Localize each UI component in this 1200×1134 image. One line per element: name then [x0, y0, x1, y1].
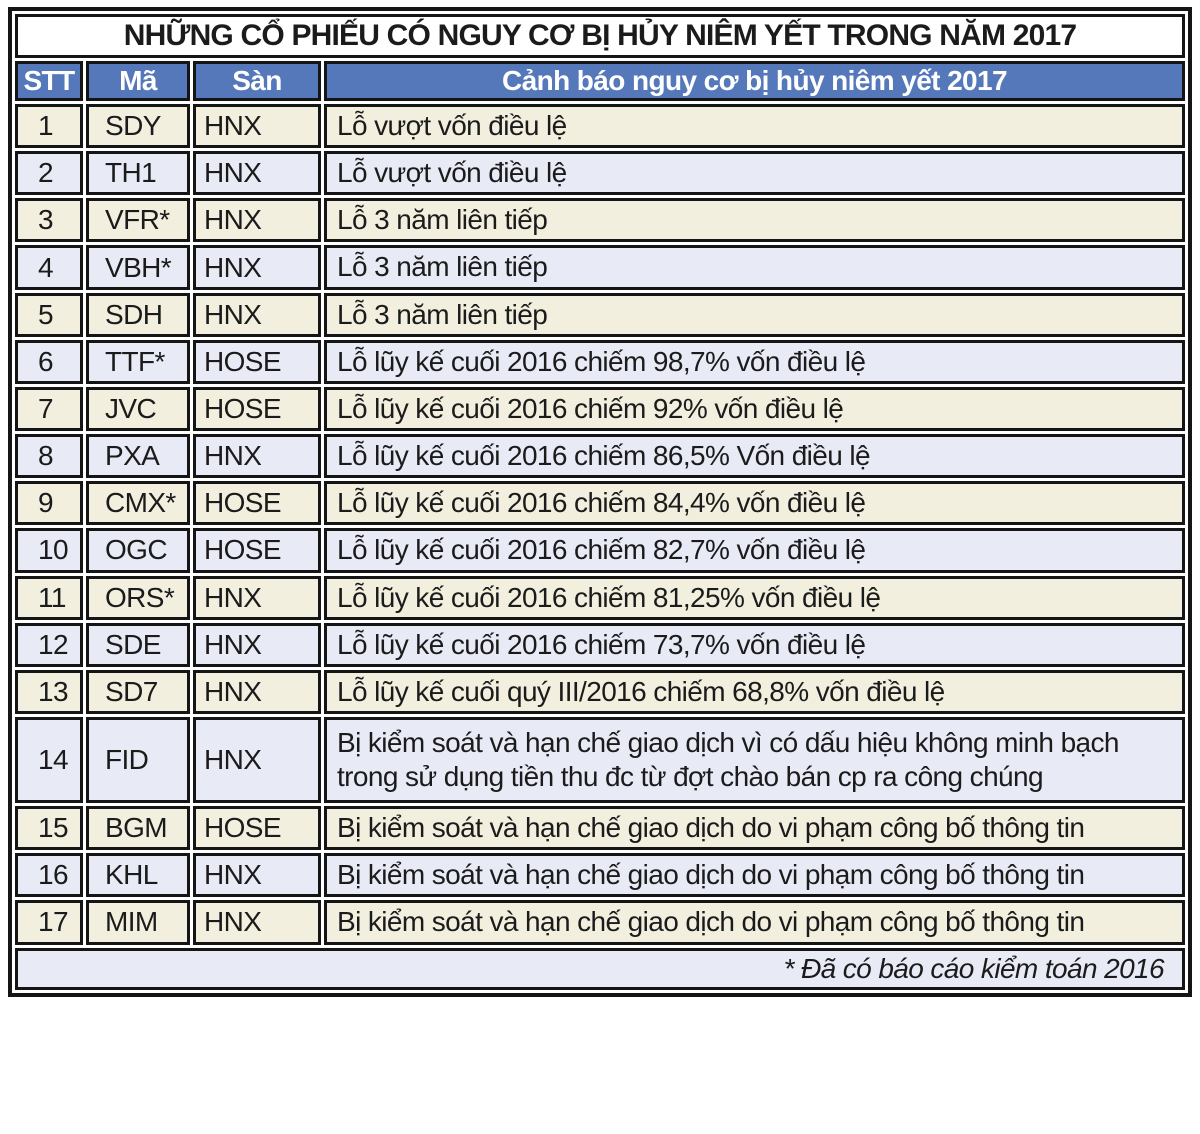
cell-exchange: HNX	[193, 853, 321, 897]
cell-ticker: SDH	[86, 293, 190, 337]
table-row	[15, 528, 1185, 572]
cell-warning: Lỗ vượt vốn điều lệ	[324, 104, 1185, 148]
cell-warning: Bị kiểm soát và hạn chế giao dịch do vi phạm công bố thông tin	[324, 806, 1185, 850]
cell-stt: 15	[15, 806, 83, 850]
cell-stt: 11	[15, 576, 83, 620]
cell-stt: 7	[15, 387, 83, 431]
cell-exchange: HOSE	[193, 481, 321, 525]
table-row	[15, 293, 1185, 337]
cell-ticker: ORS*	[86, 576, 190, 620]
cell-exchange: HNX	[193, 434, 321, 478]
cell-stt: 5	[15, 293, 83, 337]
cell-exchange: HNX	[193, 151, 321, 195]
cell-ticker: VBH*	[86, 245, 190, 289]
delisting-table	[8, 7, 1192, 997]
cell-warning: Lỗ lũy kế cuối 2016 chiếm 86,5% Vốn điều lệ	[324, 434, 1185, 478]
column-header-ma: Mã	[86, 61, 190, 101]
table-row	[15, 623, 1185, 667]
cell-ticker: TH1	[86, 151, 190, 195]
table-row	[15, 806, 1185, 850]
cell-stt: 3	[15, 198, 83, 242]
table-row	[15, 576, 1185, 620]
footnote: * Đã có báo cáo kiểm toán 2016	[15, 948, 1185, 990]
cell-stt: 8	[15, 434, 83, 478]
cell-ticker: MIM	[86, 900, 190, 944]
cell-warning: Lỗ 3 năm liên tiếp	[324, 245, 1185, 289]
footnote-row	[15, 948, 1185, 990]
cell-exchange: HNX	[193, 717, 321, 803]
cell-warning: Bị kiểm soát và hạn chế giao dịch vì có dấu hiệu không minh bạch trong sử dụng tiền thu đc từ đợt chào bán cp ra công chúng	[324, 717, 1185, 803]
cell-exchange: HNX	[193, 245, 321, 289]
cell-warning: Bị kiểm soát và hạn chế giao dịch do vi phạm công bố thông tin	[324, 900, 1185, 944]
table-row	[15, 104, 1185, 148]
cell-warning: Lỗ 3 năm liên tiếp	[324, 293, 1185, 337]
table-row	[15, 717, 1185, 803]
cell-stt: 10	[15, 528, 83, 572]
cell-ticker: PXA	[86, 434, 190, 478]
table-row	[15, 387, 1185, 431]
cell-ticker: KHL	[86, 853, 190, 897]
cell-stt: 16	[15, 853, 83, 897]
cell-ticker: CMX*	[86, 481, 190, 525]
table-row	[15, 340, 1185, 384]
cell-warning: Lỗ lũy kế cuối 2016 chiếm 92% vốn điều lệ	[324, 387, 1185, 431]
cell-stt: 9	[15, 481, 83, 525]
cell-ticker: SDE	[86, 623, 190, 667]
cell-exchange: HOSE	[193, 806, 321, 850]
table-row	[15, 245, 1185, 289]
column-header-canh-bao: Cảnh báo nguy cơ bị hủy niêm yết 2017	[324, 61, 1185, 101]
cell-warning: Bị kiểm soát và hạn chế giao dịch do vi phạm công bố thông tin	[324, 853, 1185, 897]
table-row	[15, 481, 1185, 525]
cell-warning: Lỗ lũy kế cuối 2016 chiếm 82,7% vốn điều lệ	[324, 528, 1185, 572]
cell-stt: 14	[15, 717, 83, 803]
cell-ticker: SD7	[86, 670, 190, 714]
cell-ticker: SDY	[86, 104, 190, 148]
table-row	[15, 853, 1185, 897]
header-row	[15, 61, 1185, 101]
cell-stt: 17	[15, 900, 83, 944]
cell-ticker: VFR*	[86, 198, 190, 242]
cell-ticker: OGC	[86, 528, 190, 572]
table-row	[15, 151, 1185, 195]
cell-warning: Lỗ 3 năm liên tiếp	[324, 198, 1185, 242]
cell-warning: Lỗ lũy kế cuối 2016 chiếm 98,7% vốn điều lệ	[324, 340, 1185, 384]
table-title: NHỮNG CỔ PHIẾU CÓ NGUY CƠ BỊ HỦY NIÊM YẾT TRONG NĂM 2017	[15, 14, 1185, 58]
cell-stt: 2	[15, 151, 83, 195]
cell-ticker: TTF*	[86, 340, 190, 384]
cell-warning: Lỗ lũy kế cuối 2016 chiếm 73,7% vốn điều lệ	[324, 623, 1185, 667]
cell-exchange: HNX	[193, 293, 321, 337]
cell-stt: 13	[15, 670, 83, 714]
cell-stt: 6	[15, 340, 83, 384]
cell-exchange: HNX	[193, 900, 321, 944]
cell-exchange: HNX	[193, 104, 321, 148]
cell-ticker: JVC	[86, 387, 190, 431]
cell-exchange: HNX	[193, 623, 321, 667]
cell-exchange: HOSE	[193, 340, 321, 384]
cell-exchange: HOSE	[193, 387, 321, 431]
cell-ticker: BGM	[86, 806, 190, 850]
cell-exchange: HNX	[193, 576, 321, 620]
table-row	[15, 434, 1185, 478]
column-header-san: Sàn	[193, 61, 321, 101]
cell-exchange: HNX	[193, 670, 321, 714]
cell-exchange: HNX	[193, 198, 321, 242]
table-row	[15, 198, 1185, 242]
cell-warning: Lỗ vượt vốn điều lệ	[324, 151, 1185, 195]
cell-stt: 1	[15, 104, 83, 148]
cell-warning: Lỗ lũy kế cuối 2016 chiếm 81,25% vốn điều lệ	[324, 576, 1185, 620]
cell-warning: Lỗ lũy kế cuối quý III/2016 chiếm 68,8% vốn điều lệ	[324, 670, 1185, 714]
cell-exchange: HOSE	[193, 528, 321, 572]
column-header-stt: STT	[15, 61, 83, 101]
cell-stt: 4	[15, 245, 83, 289]
table-row	[15, 900, 1185, 944]
title-row	[15, 14, 1185, 58]
cell-warning: Lỗ lũy kế cuối 2016 chiếm 84,4% vốn điều lệ	[324, 481, 1185, 525]
table-row	[15, 670, 1185, 714]
cell-ticker: FID	[86, 717, 190, 803]
cell-stt: 12	[15, 623, 83, 667]
